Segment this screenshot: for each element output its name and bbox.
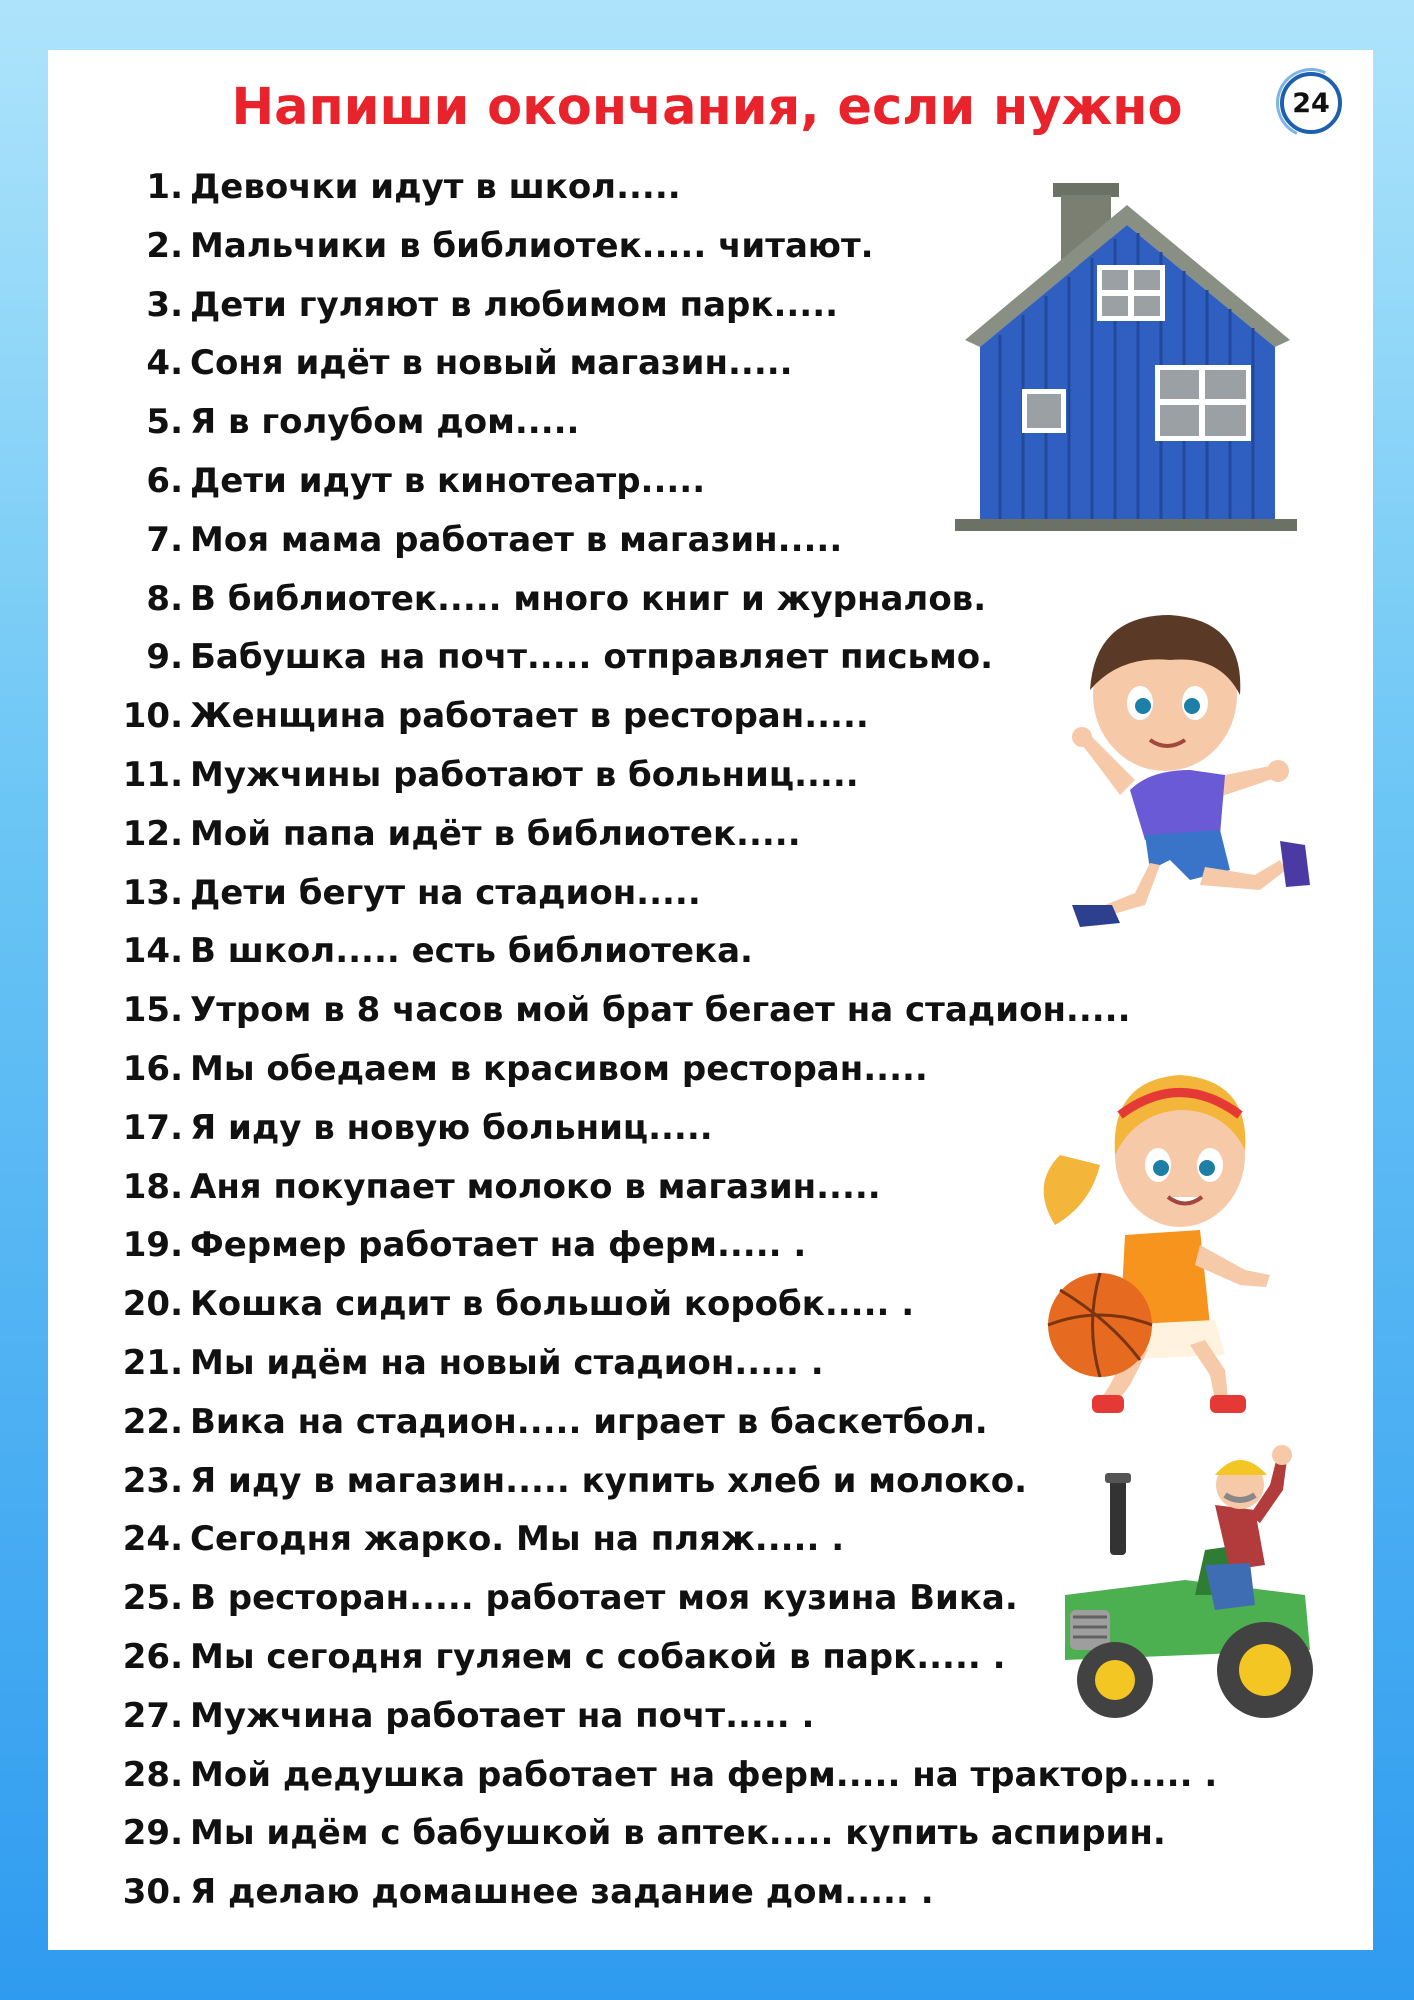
running-boy-illustration	[1050, 605, 1320, 960]
exercise-number: 24.	[122, 1519, 183, 1559]
exercise-item	[0, 1452, 1200, 1510]
exercise-number: 18.	[122, 1167, 183, 1207]
exercise-text: Мальчики в библиотек..... читают.	[190, 226, 874, 266]
exercise-number: 5.	[146, 402, 183, 442]
exercise-text: Мужчины работают в больниц.....	[190, 755, 859, 795]
exercise-text: Я в голубом дом.....	[190, 402, 580, 442]
exercise-number: 4.	[146, 343, 183, 383]
exercise-text: Фермер работает на ферм..... .	[190, 1225, 807, 1265]
exercise-text: В ресторан..... работает моя кузина Вика.	[190, 1578, 1018, 1618]
exercise-item	[0, 1158, 1200, 1216]
exercise-text: Мы сегодня гуляем с собакой в парк..... .	[190, 1637, 1006, 1677]
exercise-text: Мой дедушка работает на ферм..... на трактор..... .	[190, 1755, 1218, 1795]
exercise-text: Кошка сидит в большой коробк..... .	[190, 1284, 915, 1324]
exercise-number: 10.	[122, 696, 183, 736]
exercise-number: 2.	[146, 226, 183, 266]
exercise-item	[0, 1687, 1200, 1745]
exercise-text: Я иду в новую больниц.....	[190, 1108, 713, 1148]
exercise-number: 19.	[122, 1225, 183, 1265]
exercise-text: Вика на стадион..... играет в баскетбол.	[190, 1402, 988, 1442]
exercise-item	[0, 746, 1200, 804]
exercise-number: 29.	[122, 1813, 183, 1853]
exercise-item	[0, 1863, 1200, 1921]
exercise-text: Мой папа идёт в библиотек.....	[190, 814, 801, 854]
exercise-item	[0, 1510, 1200, 1568]
exercise-number: 6.	[146, 461, 183, 501]
exercise-number: 16.	[122, 1049, 183, 1089]
exercise-item	[0, 1746, 1218, 1804]
exercise-text: Сегодня жарко. Мы на пляж..... .	[190, 1519, 845, 1559]
exercise-text: Бабушка на почт..... отправляет письмо.	[190, 637, 994, 677]
exercise-item	[0, 922, 1200, 980]
exercise-item	[0, 981, 1200, 1039]
exercise-text: Аня покупает молоко в магазин.....	[190, 1167, 881, 1207]
exercise-number: 28.	[122, 1755, 183, 1795]
exercise-text: Девочки идут в школ.....	[190, 167, 681, 207]
exercise-item	[0, 1393, 1200, 1451]
exercise-number: 14.	[122, 931, 183, 971]
exercise-number: 15.	[122, 990, 183, 1030]
exercise-text: Мужчина работает на почт..... .	[190, 1696, 815, 1736]
exercise-number: 8.	[146, 579, 183, 619]
exercise-item	[0, 1628, 1200, 1686]
girl-basketball-illustration	[1030, 1055, 1310, 1425]
exercise-number: 22.	[122, 1402, 183, 1442]
exercise-number: 26.	[122, 1637, 183, 1677]
exercise-number: 7.	[146, 520, 183, 560]
exercise-text: Дети гуляют в любимом парк.....	[190, 285, 839, 325]
exercise-text: Мы идём с бабушкой в аптек..... купить аспирин.	[190, 1813, 1166, 1853]
exercise-number: 9.	[146, 637, 183, 677]
exercise-number: 1.	[146, 167, 183, 207]
exercise-text: Мы идём на новый стадион..... .	[190, 1343, 824, 1383]
exercise-text: Я иду в магазин..... купить хлеб и молоко.	[190, 1461, 1028, 1501]
exercise-text: Моя мама работает в магазин.....	[190, 520, 843, 560]
exercise-item	[0, 864, 1200, 922]
exercise-number: 17.	[122, 1108, 183, 1148]
exercise-text: Дети бегут на стадион.....	[190, 873, 701, 913]
farmer-tractor-illustration	[1055, 1445, 1325, 1725]
exercise-item	[0, 1334, 1200, 1392]
exercise-item	[0, 1569, 1200, 1627]
exercise-number: 21.	[122, 1343, 183, 1383]
exercise-number: 27.	[122, 1696, 183, 1736]
exercise-number: 12.	[122, 814, 183, 854]
exercise-number: 13.	[122, 873, 183, 913]
exercise-text: В школ..... есть библиотека.	[190, 931, 753, 971]
exercise-text: В библиотек..... много книг и журналов.	[190, 579, 987, 619]
exercise-number: 3.	[146, 285, 183, 325]
exercise-text: Я делаю домашнее задание дом..... .	[190, 1872, 934, 1912]
exercise-number: 30.	[122, 1872, 183, 1912]
exercise-item	[0, 1099, 1200, 1157]
exercise-number: 25.	[122, 1578, 183, 1618]
exercise-item	[0, 687, 1200, 745]
exercise-text: Женщина работает в ресторан.....	[190, 696, 869, 736]
exercise-number: 23.	[122, 1461, 183, 1501]
exercise-item	[0, 1275, 1200, 1333]
exercise-item	[0, 628, 1200, 686]
exercise-item	[0, 1804, 1200, 1862]
exercise-item	[0, 570, 1200, 628]
exercise-item	[0, 1216, 1200, 1274]
exercise-number: 11.	[122, 755, 183, 795]
house-illustration	[945, 175, 1315, 535]
exercise-text: Утром в 8 часов мой брат бегает на стадион.....	[190, 990, 1131, 1030]
page-number-badge: 24	[1280, 72, 1342, 134]
exercise-text: Дети идут в кинотеатр.....	[190, 461, 706, 501]
exercise-text: Мы обедаем в красивом ресторан.....	[190, 1049, 928, 1089]
exercise-number: 20.	[122, 1284, 183, 1324]
exercise-item	[0, 1040, 1200, 1098]
exercise-text: Соня идёт в новый магазин.....	[190, 343, 793, 383]
exercise-item	[0, 805, 1200, 863]
page-title: Напиши окончания, если нужно	[231, 78, 1183, 137]
